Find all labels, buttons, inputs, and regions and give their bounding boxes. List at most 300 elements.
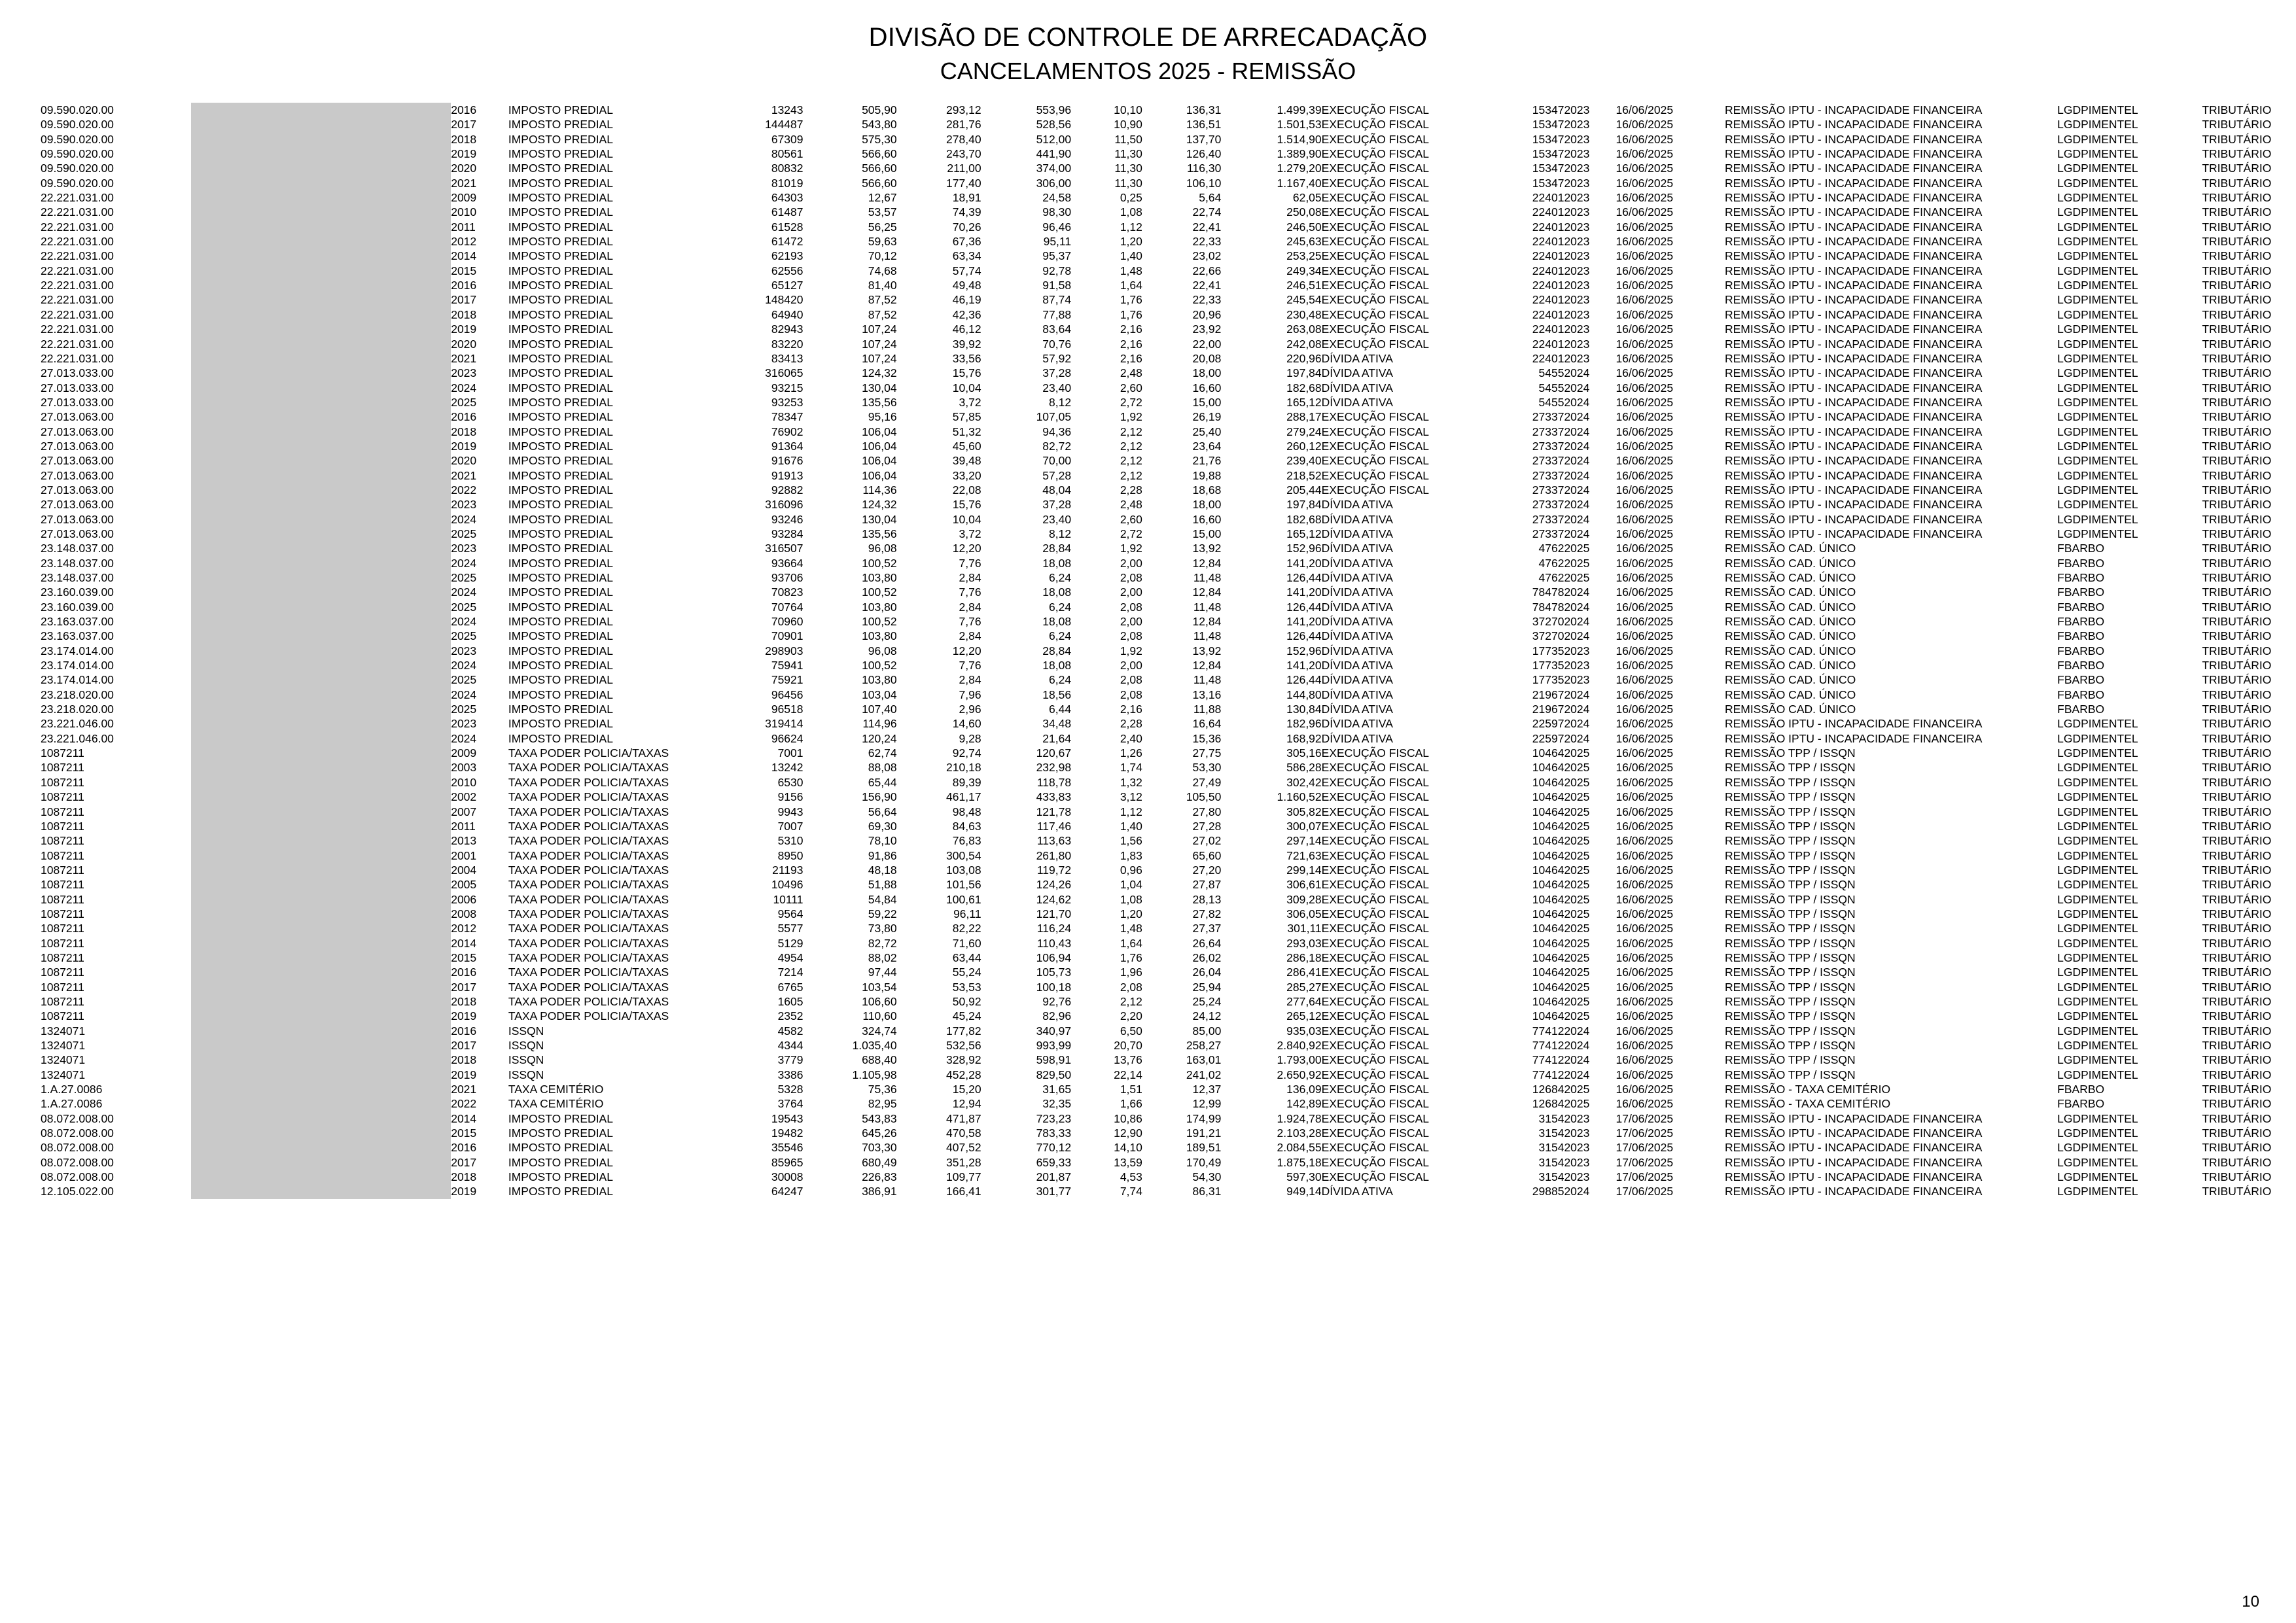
table-row [41, 600, 2296, 614]
cell-motivo: REMISSÃO IPTU - INCAPACIDADE FINANCEIRA [1724, 381, 1983, 394]
cell-valor-juros: 12,84 [1192, 585, 1222, 599]
cell-inscricao: 1087211 [41, 863, 84, 877]
cell-motivo: REMISSÃO IPTU - INCAPACIDADE FINANCEIRA [1724, 337, 1983, 351]
cell-data: 16/06/2025 [1616, 644, 1674, 657]
cell-valor-taxa: 2,20 [1120, 1009, 1142, 1023]
cell-lancamento: 9156 [777, 790, 804, 804]
cell-valor-correcao: 7,96 [959, 688, 981, 701]
cell-motivo: REMISSÃO IPTU - INCAPACIDADE FINANCEIRA [1724, 527, 1983, 540]
cell-masked-name [191, 892, 451, 907]
cell-valor-taxa: 2,16 [1120, 703, 1142, 716]
cell-processo: 15347 [1532, 103, 1564, 116]
cell-motivo: REMISSÃO IPTU - INCAPACIDADE FINANCEIRA [1724, 1185, 1983, 1198]
cell-valor-taxa: 1,92 [1120, 542, 1142, 555]
table-row [41, 292, 2296, 307]
cell-usuario: FBARBO [2057, 1083, 2105, 1096]
cell-motivo: REMISSÃO TPP / ISSQN [1724, 819, 1856, 833]
cell-tributo: IMPOSTO PREDIAL [508, 1185, 613, 1198]
cell-valor-correcao: 70,26 [952, 220, 981, 234]
cell-valor-taxa: 1,12 [1120, 220, 1142, 234]
cell-situacao: EXECUÇÃO FISCAL [1321, 132, 1430, 146]
cell-lancamento: 13242 [771, 761, 804, 775]
cell-situacao: DÍVIDA ATIVA [1321, 600, 1393, 614]
table-row [41, 790, 2296, 804]
cell-data: 16/06/2025 [1616, 1083, 1674, 1096]
cell-tipo: TRIBUTÁRIO [2202, 775, 2272, 789]
cell-tributo: IMPOSTO PREDIAL [508, 629, 613, 643]
cell-situacao: EXECUÇÃO FISCAL [1321, 483, 1430, 497]
cell-valor-multa: 96,46 [1042, 220, 1072, 234]
cell-tipo: TRIBUTÁRIO [2202, 425, 2272, 438]
cell-valor-principal: 114,36 [862, 483, 897, 497]
cell-usuario: LGDPIMENTEL [2057, 293, 2138, 307]
cell-tributo: IMPOSTO PREDIAL [508, 688, 613, 701]
cell-inscricao: 1324071 [41, 1068, 86, 1081]
cell-valor-taxa: 1,08 [1120, 892, 1142, 906]
table-row [41, 527, 2296, 541]
table-row [41, 541, 2296, 555]
page-subtitle: CANCELAMENTOS 2025 - REMISSÃO [940, 58, 1356, 84]
cell-ano-processo: 2023 [1564, 132, 1590, 146]
cell-lancamento: 91364 [771, 439, 804, 453]
cell-valor-multa: 107,05 [1036, 410, 1072, 424]
cell-inscricao: 22.221.031.00 [41, 264, 114, 277]
cell-processo: 15347 [1532, 132, 1564, 146]
cell-masked-name [191, 790, 451, 804]
cell-valor-taxa: 2,48 [1120, 366, 1142, 380]
cell-data: 16/06/2025 [1616, 279, 1674, 292]
cell-lancamento: 78347 [771, 410, 804, 424]
cell-inscricao: 27.013.063.00 [41, 498, 114, 512]
cell-valor-taxa: 1,92 [1120, 410, 1142, 424]
cell-usuario: LGDPIMENTEL [2057, 994, 2138, 1008]
cell-masked-name [191, 351, 451, 366]
cell-valor-multa: 24,58 [1042, 191, 1072, 205]
cell-tipo: TRIBUTÁRIO [2202, 512, 2272, 526]
cell-valor-correcao: 7,76 [959, 615, 981, 629]
cell-tributo: TAXA PODER POLICIA/TAXAS [508, 994, 669, 1008]
cell-exercicio: 2024 [451, 659, 477, 672]
cell-valor-correcao: 55,24 [952, 966, 981, 979]
cell-inscricao: 1087211 [41, 775, 84, 789]
cell-data: 16/06/2025 [1616, 410, 1674, 424]
cell-valor-total: 144,80 [1286, 688, 1322, 701]
cell-lancamento: 7214 [777, 966, 804, 979]
cell-usuario: LGDPIMENTEL [2057, 249, 2138, 263]
cell-processo: 12684 [1532, 1083, 1564, 1096]
cell-valor-multa: 21,64 [1042, 731, 1072, 745]
table-row [41, 936, 2296, 951]
cell-valor-multa: 659,33 [1036, 1155, 1072, 1169]
cell-motivo: REMISSÃO TPP / ISSQN [1724, 980, 1856, 994]
cell-data: 16/06/2025 [1616, 1039, 1674, 1052]
cell-usuario: LGDPIMENTEL [2057, 922, 2138, 935]
cell-motivo: REMISSÃO IPTU - INCAPACIDADE FINANCEIRA [1724, 147, 1983, 161]
cell-data: 16/06/2025 [1616, 454, 1674, 468]
table-row [41, 892, 2296, 907]
cell-processo: 17735 [1532, 673, 1564, 687]
cell-masked-name [191, 658, 451, 672]
cell-valor-multa: 106,94 [1036, 951, 1072, 964]
cell-tipo: TRIBUTÁRIO [2202, 293, 2272, 307]
cell-valor-multa: 18,08 [1042, 615, 1072, 629]
cell-data: 16/06/2025 [1616, 615, 1674, 629]
table-row [41, 468, 2296, 483]
cell-ano-processo: 2023 [1564, 307, 1590, 321]
cell-lancamento: 75941 [771, 659, 804, 672]
cell-valor-total: 305,82 [1286, 805, 1322, 818]
cell-data: 16/06/2025 [1616, 307, 1674, 321]
cell-inscricao: 08.072.008.00 [41, 1126, 114, 1140]
cell-usuario: LGDPIMENTEL [2057, 731, 2138, 745]
cell-tributo: TAXA PODER POLICIA/TAXAS [508, 878, 669, 892]
cell-tipo: TRIBUTÁRIO [2202, 731, 2272, 745]
cell-valor-principal: 96,08 [868, 644, 897, 657]
cell-tributo: ISSQN [508, 1024, 544, 1038]
cell-processo: 5455 [1538, 381, 1564, 394]
cell-motivo: REMISSÃO IPTU - INCAPACIDADE FINANCEIRA [1724, 425, 1983, 438]
cell-ano-processo: 2024 [1564, 498, 1590, 512]
table-row [41, 103, 2296, 117]
cell-valor-correcao: 39,92 [952, 337, 981, 351]
cell-tributo: IMPOSTO PREDIAL [508, 527, 613, 540]
cell-motivo: REMISSÃO TPP / ISSQN [1724, 922, 1856, 935]
cell-valor-multa: 83,64 [1042, 323, 1072, 336]
cell-motivo: REMISSÃO CAD. ÚNICO [1724, 673, 1856, 687]
cell-situacao: EXECUÇÃO FISCAL [1321, 323, 1430, 336]
cell-masked-name [191, 688, 451, 702]
cell-processo: 22597 [1532, 717, 1564, 731]
cell-data: 16/06/2025 [1616, 892, 1674, 906]
cell-valor-taxa: 1,76 [1120, 951, 1142, 964]
cell-tributo: IMPOSTO PREDIAL [508, 307, 613, 321]
cell-valor-principal: 645,26 [862, 1126, 897, 1140]
cell-ano-processo: 2023 [1564, 118, 1590, 131]
cell-data: 16/06/2025 [1616, 323, 1674, 336]
cell-valor-principal: 124,32 [862, 498, 897, 512]
cell-motivo: REMISSÃO CAD. ÚNICO [1724, 659, 1856, 672]
cell-valor-multa: 92,76 [1042, 994, 1072, 1008]
cell-valor-multa: 261,80 [1036, 848, 1072, 862]
cell-ano-processo: 2023 [1564, 1155, 1590, 1169]
cell-tributo: IMPOSTO PREDIAL [508, 220, 613, 234]
cell-valor-juros: 26,64 [1192, 936, 1222, 950]
cell-valor-principal: 130,04 [862, 381, 897, 394]
cell-valor-total: 288,17 [1286, 410, 1322, 424]
cell-situacao: DÍVIDA ATIVA [1321, 703, 1393, 716]
cell-tributo: TAXA PODER POLICIA/TAXAS [508, 922, 669, 935]
cell-exercicio: 2017 [451, 118, 477, 131]
cell-valor-principal: 156,90 [862, 790, 897, 804]
cell-masked-name [191, 819, 451, 833]
cell-valor-taxa: 2,72 [1120, 395, 1142, 409]
cell-inscricao: 1087211 [41, 922, 84, 935]
cell-valor-total: 1.279,20 [1277, 162, 1322, 175]
cell-valor-taxa: 13,76 [1114, 1053, 1142, 1067]
cell-tributo: IMPOSTO PREDIAL [508, 337, 613, 351]
cell-tipo: TRIBUTÁRIO [2202, 527, 2272, 540]
cell-tributo: IMPOSTO PREDIAL [508, 395, 613, 409]
cell-processo: 10464 [1532, 834, 1564, 848]
cell-masked-name [191, 570, 451, 585]
cell-processo: 27337 [1532, 410, 1564, 424]
cell-tributo: IMPOSTO PREDIAL [508, 410, 613, 424]
cell-valor-juros: 258,27 [1186, 1039, 1222, 1052]
table-row [41, 907, 2296, 921]
cell-motivo: REMISSÃO IPTU - INCAPACIDADE FINANCEIRA [1724, 498, 1983, 512]
cell-usuario: LGDPIMENTEL [2057, 527, 2138, 540]
cell-ano-processo: 2023 [1564, 1111, 1590, 1125]
cell-valor-taxa: 2,40 [1120, 731, 1142, 745]
cell-valor-multa: 993,99 [1036, 1039, 1072, 1052]
cell-valor-juros: 5,64 [1199, 191, 1222, 205]
cell-usuario: LGDPIMENTEL [2057, 980, 2138, 994]
cell-exercicio: 2017 [451, 1155, 477, 1169]
cell-valor-total: 130,84 [1286, 703, 1322, 716]
cell-tributo: IMPOSTO PREDIAL [508, 279, 613, 292]
cell-valor-taxa: 1,92 [1120, 644, 1142, 657]
cell-tipo: TRIBUTÁRIO [2202, 966, 2272, 979]
cell-lancamento: 96518 [771, 703, 804, 716]
cell-tipo: TRIBUTÁRIO [2202, 307, 2272, 321]
cell-valor-correcao: 532,56 [946, 1039, 981, 1052]
cell-situacao: DÍVIDA ATIVA [1321, 673, 1393, 687]
cell-valor-correcao: 49,48 [952, 279, 981, 292]
cell-masked-name [191, 629, 451, 643]
cell-valor-total: 141,20 [1286, 659, 1322, 672]
table-row [41, 951, 2296, 965]
cell-valor-taxa: 4,53 [1120, 1170, 1142, 1184]
cell-situacao: EXECUÇÃO FISCAL [1321, 805, 1430, 818]
cell-data: 16/06/2025 [1616, 337, 1674, 351]
cell-situacao: EXECUÇÃO FISCAL [1321, 1170, 1430, 1184]
cell-motivo: REMISSÃO TPP / ISSQN [1724, 951, 1856, 964]
cell-inscricao: 22.221.031.00 [41, 191, 114, 205]
cell-valor-correcao: 63,34 [952, 249, 981, 263]
cell-situacao: DÍVIDA ATIVA [1321, 527, 1393, 540]
cell-valor-correcao: 10,04 [952, 381, 981, 394]
cell-tributo: IMPOSTO PREDIAL [508, 1111, 613, 1125]
cell-valor-principal: 135,56 [862, 395, 897, 409]
cell-tipo: TRIBUTÁRIO [2202, 1039, 2272, 1052]
cell-lancamento: 3764 [777, 1097, 804, 1111]
cell-lancamento: 82943 [771, 323, 804, 336]
cell-valor-juros: 12,99 [1192, 1097, 1222, 1111]
cell-processo: 10464 [1532, 951, 1564, 964]
cell-tipo: TRIBUTÁRIO [2202, 366, 2272, 380]
cell-inscricao: 1087211 [41, 761, 84, 775]
cell-valor-total: 286,18 [1286, 951, 1322, 964]
cell-valor-correcao: 92,74 [952, 746, 981, 760]
cell-usuario: LGDPIMENTEL [2057, 1053, 2138, 1067]
cell-valor-principal: 386,91 [862, 1185, 897, 1198]
cell-masked-name [191, 936, 451, 951]
table-row [41, 614, 2296, 629]
cell-valor-juros: 27,37 [1192, 922, 1222, 935]
cell-data: 16/06/2025 [1616, 527, 1674, 540]
cell-valor-correcao: 7,76 [959, 659, 981, 672]
cell-usuario: LGDPIMENTEL [2057, 395, 2138, 409]
cell-usuario: LGDPIMENTEL [2057, 775, 2138, 789]
cell-valor-taxa: 2,00 [1120, 615, 1142, 629]
cell-tributo: IMPOSTO PREDIAL [508, 703, 613, 716]
cell-motivo: REMISSÃO CAD. ÚNICO [1724, 585, 1856, 599]
cell-ano-processo: 2025 [1564, 805, 1590, 818]
cell-tributo: TAXA PODER POLICIA/TAXAS [508, 790, 669, 804]
cell-processo: 4762 [1538, 556, 1564, 570]
cell-data: 16/06/2025 [1616, 585, 1674, 599]
table-row [41, 1184, 2296, 1198]
cell-valor-taxa: 1,64 [1120, 279, 1142, 292]
cell-valor-principal: 48,18 [868, 863, 897, 877]
cell-valor-taxa: 1,76 [1120, 307, 1142, 321]
cell-tipo: TRIBUTÁRIO [2202, 688, 2272, 701]
cell-valor-principal: 114,96 [862, 717, 897, 731]
cell-valor-correcao: 351,28 [946, 1155, 981, 1169]
cell-masked-name [191, 1024, 451, 1038]
cell-valor-juros: 22,33 [1192, 235, 1222, 249]
cell-valor-total: 245,63 [1286, 235, 1322, 249]
cell-tipo: TRIBUTÁRIO [2202, 936, 2272, 950]
cell-exercicio: 2016 [451, 1024, 477, 1038]
cell-motivo: REMISSÃO IPTU - INCAPACIDADE FINANCEIRA [1724, 1170, 1983, 1184]
cell-usuario: FBARBO [2057, 703, 2105, 716]
cell-inscricao: 23.163.037.00 [41, 615, 114, 629]
cell-valor-correcao: 39,48 [952, 454, 981, 468]
cell-valor-taxa: 2,16 [1120, 323, 1142, 336]
cell-situacao: EXECUÇÃO FISCAL [1321, 1097, 1430, 1111]
cell-exercicio: 2011 [451, 220, 476, 234]
cell-lancamento: 4954 [777, 951, 804, 964]
cell-valor-juros: 27,82 [1192, 907, 1222, 920]
cell-valor-taxa: 1,40 [1120, 249, 1142, 263]
cell-situacao: EXECUÇÃO FISCAL [1321, 892, 1430, 906]
cell-valor-juros: 20,96 [1192, 307, 1222, 321]
cell-lancamento: 96456 [771, 688, 804, 701]
cell-valor-multa: 306,00 [1036, 176, 1072, 190]
cell-valor-taxa: 1,08 [1120, 205, 1142, 219]
cell-valor-correcao: 98,48 [952, 805, 981, 818]
cell-lancamento: 5129 [777, 936, 804, 950]
cell-situacao: EXECUÇÃO FISCAL [1321, 103, 1430, 116]
table-row [41, 629, 2296, 643]
cell-motivo: REMISSÃO CAD. ÚNICO [1724, 629, 1856, 643]
cell-exercicio: 2023 [451, 644, 477, 657]
cell-lancamento: 91676 [771, 454, 804, 468]
cell-valor-total: 2.084,55 [1277, 1141, 1322, 1155]
cell-motivo: REMISSÃO TPP / ISSQN [1724, 775, 1856, 789]
cell-valor-multa: 94,36 [1042, 425, 1072, 438]
cell-valor-correcao: 53,53 [952, 980, 981, 994]
cell-exercicio: 2018 [451, 307, 477, 321]
cell-processo: 22401 [1532, 264, 1564, 277]
cell-tipo: TRIBUTÁRIO [2202, 1185, 2272, 1198]
cell-data: 17/06/2025 [1616, 1141, 1674, 1155]
cell-ano-processo: 2023 [1564, 323, 1590, 336]
cell-valor-principal: 100,52 [862, 659, 897, 672]
cell-tipo: TRIBUTÁRIO [2202, 994, 2272, 1008]
cell-valor-total: 299,14 [1286, 863, 1322, 877]
cell-motivo: REMISSÃO TPP / ISSQN [1724, 994, 1856, 1008]
cell-valor-correcao: 7,76 [959, 556, 981, 570]
cell-motivo: REMISSÃO CAD. ÚNICO [1724, 556, 1856, 570]
cell-valor-principal: 103,80 [862, 571, 897, 584]
cell-processo: 15347 [1532, 162, 1564, 175]
cell-masked-name [191, 381, 451, 395]
cell-lancamento: 93284 [771, 527, 804, 540]
cell-data: 16/06/2025 [1616, 819, 1674, 833]
cell-masked-name [191, 512, 451, 527]
table-row [41, 805, 2296, 819]
cell-valor-taxa: 12,90 [1114, 1126, 1142, 1140]
cell-situacao: EXECUÇÃO FISCAL [1321, 936, 1430, 950]
table-row [41, 965, 2296, 979]
cell-tipo: TRIBUTÁRIO [2202, 249, 2272, 263]
cell-motivo: REMISSÃO TPP / ISSQN [1724, 892, 1856, 906]
cell-ano-processo: 2024 [1564, 439, 1590, 453]
cell-valor-principal: 543,83 [862, 1111, 897, 1125]
cell-situacao: EXECUÇÃO FISCAL [1321, 746, 1430, 760]
cell-masked-name [191, 980, 451, 994]
cell-processo: 22401 [1532, 293, 1564, 307]
cell-exercicio: 2019 [451, 1068, 477, 1081]
cell-processo: 10464 [1532, 805, 1564, 818]
cell-situacao: EXECUÇÃO FISCAL [1321, 775, 1430, 789]
cell-valor-principal: 1.035,40 [852, 1039, 897, 1052]
cell-tributo: TAXA PODER POLICIA/TAXAS [508, 805, 669, 818]
table-row [41, 702, 2296, 716]
cell-inscricao: 09.590.020.00 [41, 103, 114, 116]
cell-valor-total: 136,09 [1286, 1083, 1322, 1096]
cell-valor-multa: 116,24 [1036, 922, 1072, 935]
cell-valor-total: 197,84 [1286, 498, 1322, 512]
cell-processo: 10464 [1532, 922, 1564, 935]
cell-data: 16/06/2025 [1616, 118, 1674, 131]
cell-valor-total: 297,14 [1286, 834, 1322, 848]
cell-usuario: FBARBO [2057, 673, 2105, 687]
cell-valor-juros: 174,99 [1186, 1111, 1222, 1125]
cell-ano-processo: 2024 [1564, 1053, 1590, 1067]
cell-masked-name [191, 951, 451, 965]
cell-usuario: LGDPIMENTEL [2057, 936, 2138, 950]
cell-valor-total: 152,96 [1286, 644, 1322, 657]
cell-valor-multa: 18,08 [1042, 659, 1072, 672]
cell-lancamento: 80832 [771, 162, 804, 175]
cell-valor-multa: 48,04 [1042, 483, 1072, 497]
cell-inscricao: 1.A.27.0086 [41, 1097, 103, 1111]
cell-motivo: REMISSÃO TPP / ISSQN [1724, 1053, 1856, 1067]
cell-masked-name [191, 1096, 451, 1111]
table-row [41, 410, 2296, 424]
cell-valor-taxa: 1,83 [1120, 848, 1142, 862]
cell-lancamento: 67309 [771, 132, 804, 146]
cell-lancamento: 7007 [777, 819, 804, 833]
cell-situacao: EXECUÇÃO FISCAL [1321, 1009, 1430, 1023]
cell-usuario: LGDPIMENTEL [2057, 746, 2138, 760]
cell-lancamento: 4582 [777, 1024, 804, 1038]
cell-valor-juros: 27,28 [1192, 819, 1222, 833]
cell-masked-name [191, 190, 451, 205]
cell-masked-name [191, 1009, 451, 1023]
cell-situacao: DÍVIDA ATIVA [1321, 688, 1393, 701]
cell-usuario: LGDPIMENTEL [2057, 366, 2138, 380]
cell-usuario: LGDPIMENTEL [2057, 235, 2138, 249]
cell-situacao: EXECUÇÃO FISCAL [1321, 454, 1430, 468]
cell-tributo: TAXA PODER POLICIA/TAXAS [508, 936, 669, 950]
table-row [41, 395, 2296, 410]
cell-lancamento: 96624 [771, 731, 804, 745]
cell-data: 16/06/2025 [1616, 351, 1674, 365]
